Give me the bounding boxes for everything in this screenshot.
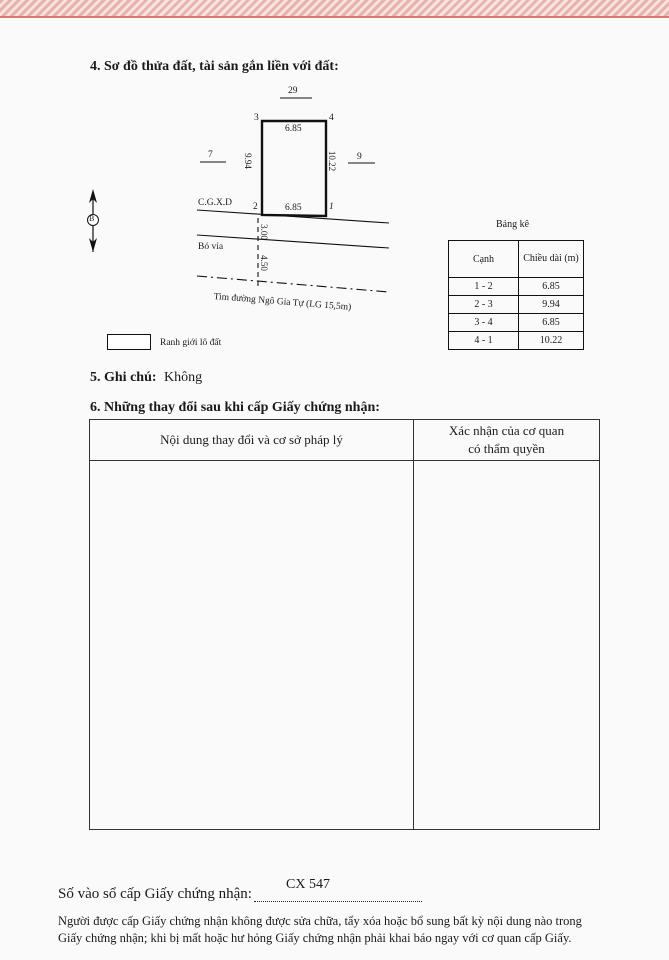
top-edge-length: 6.85 [285, 124, 302, 134]
right-edge-length: 10.22 [327, 150, 338, 172]
so-vao-so-label: Số vào sổ cấp Giấy chứng nhận: [58, 886, 252, 902]
bang-ke-title: Bảng kê [496, 219, 530, 230]
street-centerline [197, 276, 389, 292]
corner-2-label: 2 [253, 202, 258, 212]
table-cell: 6.85 [519, 314, 584, 332]
corner-1-label: 1 [329, 202, 334, 212]
left-edge-length: 9.94 [242, 153, 253, 169]
west-neighbor-label: 7 [208, 150, 213, 160]
so-vao-so-value: CX 547 [286, 877, 330, 892]
table-cell: 10.22 [519, 332, 584, 350]
table-cell: 3 - 4 [449, 314, 519, 332]
distance-bo-via: 4.50 [258, 255, 269, 271]
bottom-edge-length: 6.85 [285, 203, 302, 213]
parcel-outline [262, 121, 326, 216]
table-cell: 4 - 1 [449, 332, 519, 350]
north-neighbor-label: 29 [288, 86, 298, 96]
corner-4-label: 4 [329, 113, 334, 123]
bang-ke-header-canh: Cạnh [449, 241, 519, 278]
corner-3-label: 3 [254, 113, 259, 123]
table-cell: 6.85 [519, 278, 584, 296]
table-cell: 1 - 2 [449, 278, 519, 296]
bang-ke-table [448, 240, 584, 350]
legend-label: Ranh giới lô đất [160, 338, 222, 348]
legend-symbol [107, 334, 151, 350]
table-cell: 2 - 3 [449, 296, 519, 314]
authority-line-1: Xác nhận của cơ quan [448, 423, 565, 438]
bo-via-line [197, 235, 389, 248]
section4-title: 4. Sơ đồ thửa đất, tài sản gắn liền với đất: [90, 59, 339, 74]
section5-title: 5. Ghi chú: [90, 370, 157, 385]
east-neighbor-label: 9 [357, 152, 362, 162]
north-symbol-label: B [89, 214, 95, 223]
authority-line-2: có thẩm quyền [468, 441, 545, 456]
changes-authority-cell [414, 461, 600, 830]
changes-header-content: Nội dung thay đổi và cơ sở pháp lý [90, 420, 414, 461]
table-cell: 9.94 [519, 296, 584, 314]
bang-ke-header-length: Chiều dài (m) [519, 241, 584, 278]
distance-cgxd: 3.00 [258, 224, 269, 240]
section5-value: Không [164, 370, 203, 385]
changes-content-cell [90, 461, 414, 830]
footer-note-line-1: Người được cấp Giấy chứng nhận không được sửa chữa, tẩy xóa hoặc bổ sung bất kỳ nội dung nào trong [58, 914, 582, 928]
footer-note-line-2: Giấy chứng nhận; khi bị mất hoặc hư hỏng Giấy chứng nhận phải khai báo ngay với cơ quan cấp Giấy. [58, 931, 572, 945]
changes-table [89, 419, 600, 830]
so-vao-so-dotline [254, 901, 422, 902]
bo-via-label: Bó vỉa [198, 242, 224, 252]
changes-header-authority [414, 420, 600, 461]
street-label: Tim đường Ngô Gia Tự (LG 15,5m) [213, 292, 352, 313]
cgxd-label: C.G.X.D [198, 198, 233, 208]
section6-title: 6. Những thay đổi sau khi cấp Giấy chứng nhận: [90, 400, 380, 415]
